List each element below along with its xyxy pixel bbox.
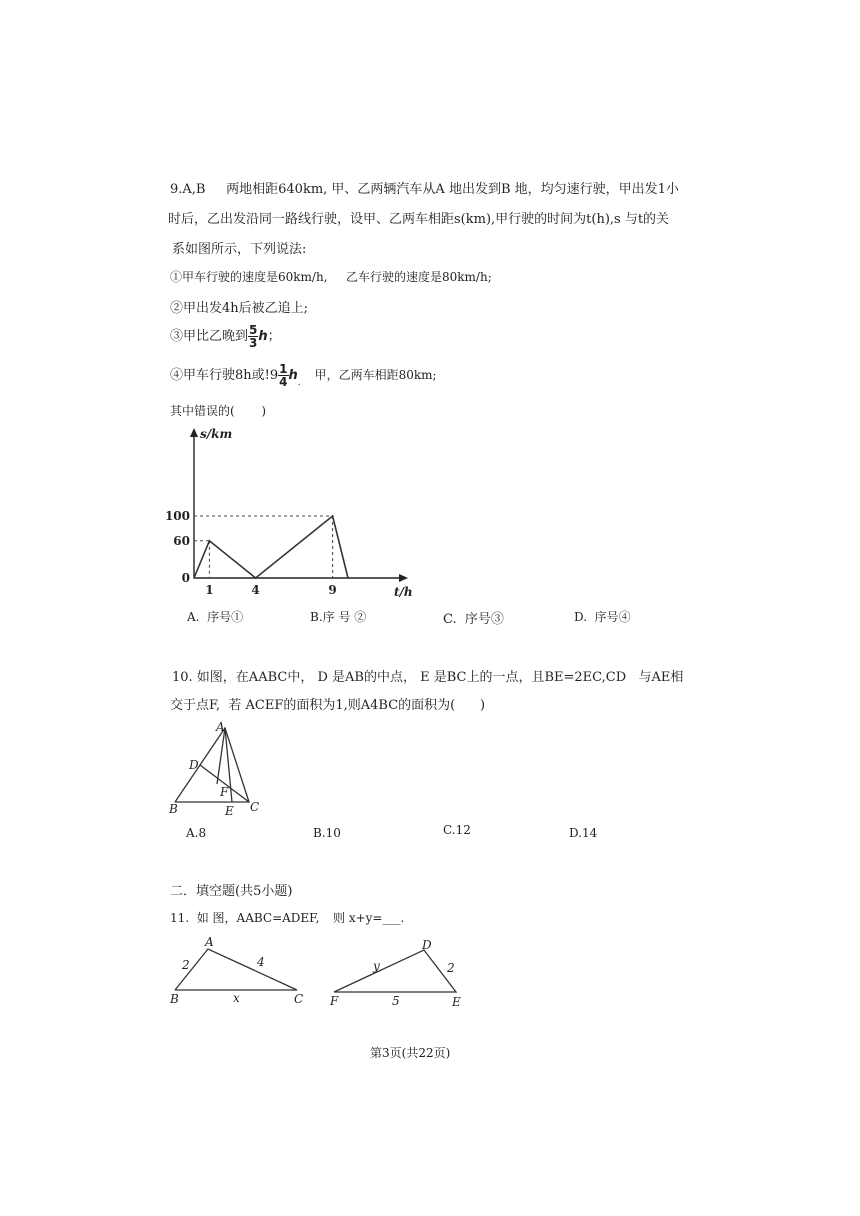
side-fe-length: 5 bbox=[392, 994, 400, 1008]
q11-question: 则 x+y=___. bbox=[333, 911, 405, 925]
y-tick-label-100: 100 bbox=[164, 509, 190, 523]
triangle-abc-outline bbox=[175, 949, 297, 990]
label-a: A bbox=[216, 720, 225, 734]
y-axis-label: s/km bbox=[200, 427, 233, 441]
label-e: E bbox=[452, 995, 461, 1009]
q9-statement-3 bbox=[170, 322, 281, 352]
fraction-five-thirds bbox=[248, 324, 258, 349]
q9-option-d[interactable]: D. 序号④ bbox=[574, 610, 631, 624]
label-e: E bbox=[225, 804, 234, 818]
x-axis-label: t/h bbox=[394, 585, 413, 599]
q9-question: 其中错误的( ) bbox=[170, 404, 267, 418]
label-c: C bbox=[250, 800, 260, 814]
triangle-def-q11 bbox=[326, 936, 466, 1012]
triangle-abc-q11 bbox=[165, 932, 305, 1008]
data-point-3 bbox=[332, 515, 334, 517]
data-point-0 bbox=[193, 577, 195, 579]
side-df-length: y bbox=[373, 959, 380, 973]
statement-4-text: ④甲车行驶8h或!9 bbox=[170, 368, 279, 383]
label-c: C bbox=[294, 992, 304, 1006]
q9-line2: 时后，乙出发沿同一路线行驶，设甲、乙两车相距s(km),甲行驶的时间为t(h),s 与t的关 bbox=[168, 212, 670, 227]
x-axis-arrow bbox=[399, 574, 408, 582]
side-bc-length: x bbox=[233, 991, 240, 1005]
data-point-1 bbox=[209, 540, 211, 542]
label-d: D bbox=[189, 758, 199, 772]
q9-line1: 9.A,B 两地相距640km, 甲、乙两辆汽车从A 地出发到B 地，均匀速行驶，甲出发1小 bbox=[170, 182, 679, 197]
q9-statement-1a: ①甲车行驶的速度是60km/h, bbox=[170, 270, 328, 284]
q10-option-d[interactable]: D.14 bbox=[569, 826, 598, 840]
q9-statement-2: ②甲出发4h后被乙追上; bbox=[170, 301, 309, 316]
segment-a-inner bbox=[217, 728, 225, 784]
data-point-4 bbox=[347, 577, 349, 579]
fraction-one-quarter bbox=[278, 363, 288, 388]
label-f: F bbox=[330, 994, 339, 1008]
q9-statement-4 bbox=[170, 360, 437, 398]
chart-layer bbox=[165, 427, 413, 599]
statement-4-end: 甲，乙两车相距80km; bbox=[314, 368, 437, 382]
label-b: B bbox=[169, 802, 178, 816]
statement-3-text: ③甲比乙晚到 bbox=[170, 329, 249, 344]
q10-line2: 交于点F, 若 ACEF的面积为1,则A4BC的面积为( ) bbox=[170, 698, 486, 713]
triangle-def-outline bbox=[334, 950, 456, 992]
distance-time-chart bbox=[164, 420, 420, 605]
unit-h: h bbox=[258, 329, 268, 344]
y-axis-arrow bbox=[190, 428, 198, 437]
page-footer: 第3页(共22页) bbox=[370, 1046, 451, 1060]
q10-option-c[interactable]: C.12 bbox=[443, 823, 471, 837]
y-tick-label-0: 0 bbox=[181, 571, 190, 585]
q9-option-a[interactable]: A. 序号① bbox=[187, 610, 244, 624]
x-tick-label-4: 4 bbox=[251, 583, 260, 597]
side-ab-length: 2 bbox=[182, 958, 190, 972]
data-point-2 bbox=[255, 577, 257, 579]
q11-text: 11. 如 图，AABC=ADEF, bbox=[170, 911, 320, 925]
q10-option-b[interactable]: B.10 bbox=[313, 826, 341, 840]
q10-option-a[interactable]: A.8 bbox=[186, 826, 207, 840]
q9-option-b[interactable]: B.序 号 ② bbox=[310, 610, 367, 624]
q10-line1: 10. 如图，在AABC中， D 是AB的中点， E 是BC上的一点，且BE=2EC,CD 与AE相 bbox=[172, 670, 684, 685]
label-b: B bbox=[170, 992, 179, 1006]
y-tick-label-60: 60 bbox=[173, 533, 190, 548]
fraction-numerator: 1 bbox=[279, 362, 288, 376]
fraction-denominator: 3 bbox=[249, 336, 258, 350]
section-2-heading: 二．填空题(共5小题) bbox=[170, 884, 293, 899]
label-f: F bbox=[220, 785, 229, 799]
label-a: A bbox=[205, 935, 214, 949]
fraction-numerator: 5 bbox=[249, 323, 258, 337]
x-tick-label-1: 1 bbox=[205, 583, 214, 597]
statement-3-end: ； bbox=[267, 329, 281, 344]
q9-option-c[interactable]: C. 序号③ bbox=[443, 612, 504, 627]
triangle-outline bbox=[175, 728, 249, 802]
side-de-length: 2 bbox=[447, 961, 455, 975]
triangle-abc-figure bbox=[165, 722, 275, 822]
fraction-denominator: 4 bbox=[279, 375, 288, 389]
x-tick-label-9: 9 bbox=[328, 583, 337, 597]
unit-h: h bbox=[288, 368, 298, 383]
q9-statement-1b: 乙车行驶的速度是80km/h; bbox=[346, 270, 492, 284]
stray-dot: . bbox=[297, 378, 301, 388]
series-line bbox=[194, 516, 348, 578]
side-ac-length: 4 bbox=[257, 955, 265, 969]
label-d: D bbox=[422, 938, 432, 952]
q9-line3: 系如图所示，下列说法: bbox=[172, 242, 307, 257]
